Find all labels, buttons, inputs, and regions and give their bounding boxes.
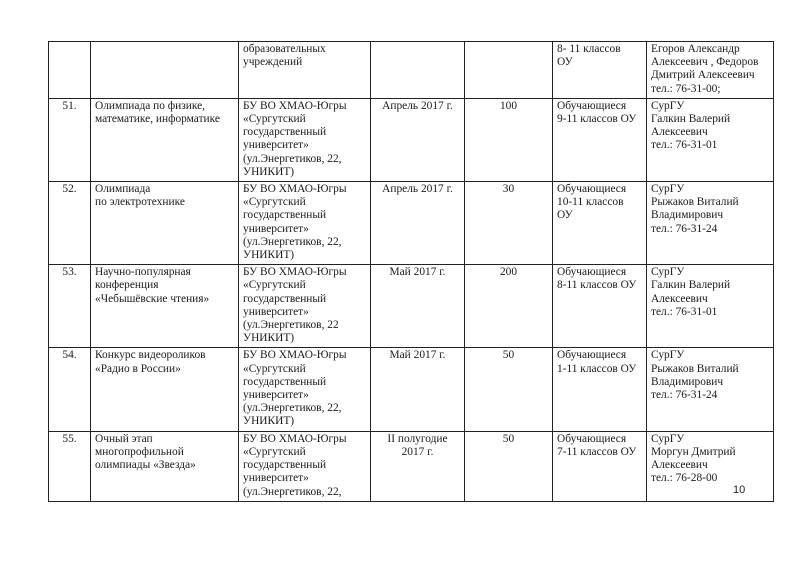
organizer-line: (ул.Энергетиков, 22,: [243, 235, 342, 248]
organizer-cell: [239, 182, 371, 265]
organizer-cell: [239, 348, 371, 431]
row-number: 55.: [62, 432, 77, 445]
participant-count-cell: [465, 98, 553, 181]
table-row: [49, 98, 774, 181]
participant-category-cell: [553, 182, 647, 265]
event-name-line: Очный этап: [95, 432, 153, 445]
responsible-contact-line: тел.: 76-31-01: [651, 139, 718, 152]
participant-count-cell: [465, 42, 553, 99]
responsible-contact-line: СурГУ: [651, 183, 685, 196]
table-row: [49, 348, 774, 431]
row-number: 52.: [62, 183, 77, 196]
responsible-contact-line: СурГУ: [651, 266, 685, 279]
participant-category-line: 10-11 классов: [557, 196, 624, 209]
organizer-line: БУ ВО ХМАО-Югры: [243, 99, 347, 112]
event-name-line: Конкурс видеороликов: [95, 349, 206, 362]
table-row: [49, 42, 774, 99]
responsible-contact-cell: [647, 182, 774, 265]
event-date-line: 2017 г.: [401, 445, 434, 458]
responsible-contact-line: Алексеевич: [651, 126, 708, 139]
event-date-line: II полугодие: [387, 432, 448, 445]
page-number: 10: [733, 484, 746, 496]
organizer-line: (ул.Энергетиков, 22,: [243, 485, 342, 498]
organizer-line: УНИКИТ): [243, 415, 295, 428]
event-name-cell: [91, 348, 239, 431]
participant-category-line: 8-11 классов ОУ: [557, 279, 637, 292]
organizer-line: государственный: [243, 126, 327, 139]
organizer-line: (ул.Энергетиков, 22: [243, 319, 339, 332]
organizer-line: (ул.Энергетиков, 22,: [243, 152, 342, 165]
responsible-contact-cell: [647, 42, 774, 99]
responsible-contact-cell: [647, 431, 774, 501]
organizer-line: государственный: [243, 292, 327, 305]
row-number-cell: [49, 42, 91, 99]
organizer-cell: [239, 265, 371, 348]
table-row: [49, 182, 774, 265]
event-name-line: Олимпиада по физике,: [95, 99, 206, 112]
responsible-contact-line: Галкин Валерий: [651, 113, 731, 126]
responsible-contact-line: Галкин Валерий: [651, 279, 731, 292]
responsible-contact-line: Рыжаков Виталий: [651, 362, 739, 375]
participant-category-line: Обучающиеся: [557, 432, 627, 445]
responsible-contact-line: СурГУ: [651, 432, 685, 445]
participant-category-line: Обучающиеся: [557, 349, 627, 362]
organizer-line: университет»: [243, 472, 309, 485]
participant-category-line: 7-11 классов ОУ: [557, 445, 637, 458]
organizer-line: государственный: [243, 209, 327, 222]
organizer-line: БУ ВО ХМАО-Югры: [243, 266, 347, 279]
responsible-contact-line: Алексеевич: [651, 459, 708, 472]
organizer-line: (ул.Энергетиков, 22,: [243, 402, 342, 415]
organizer-cell: [239, 42, 371, 99]
organizer-line: учреждений: [243, 56, 303, 69]
event-name-line: «Радио в России»: [95, 362, 181, 375]
responsible-contact-cell: [647, 98, 774, 181]
event-date-line: Апрель 2017 г.: [382, 99, 453, 112]
participant-category-line: 1-11 классов ОУ: [557, 362, 637, 375]
event-date-cell: [371, 265, 465, 348]
responsible-contact-line: Моргун Дмитрий: [651, 445, 736, 458]
organizer-line: университет»: [243, 139, 309, 152]
participant-category-line: 9-11 классов ОУ: [557, 113, 637, 126]
participant-category-cell: [553, 265, 647, 348]
organizer-line: государственный: [243, 459, 327, 472]
table-row: [49, 431, 774, 501]
participant-category-line: ОУ: [557, 56, 573, 69]
responsible-contact-line: тел.: 76-31-24: [651, 389, 718, 402]
organizer-line: «Сургутский: [243, 196, 306, 209]
event-name-line: многопрофильной: [95, 445, 184, 458]
organizer-line: «Сургутский: [243, 279, 306, 292]
participant-count: 30: [502, 183, 515, 196]
event-date-line: Май 2017 г.: [389, 266, 446, 279]
responsible-contact-line: тел.: 76-31-01: [651, 305, 718, 318]
responsible-contact-line: тел.: 76-28-00: [651, 472, 718, 485]
responsible-contact-line: Алексеевич , Федоров: [651, 56, 759, 69]
event-date-line: Апрель 2017 г.: [382, 183, 453, 196]
event-name-line: конференция: [95, 279, 159, 292]
responsible-contact-line: Егоров Александр: [651, 43, 740, 55]
participant-category-line: Обучающиеся: [557, 99, 627, 112]
row-number-cell: [49, 431, 91, 501]
row-number-cell: [49, 348, 91, 431]
participant-count-cell: [465, 265, 553, 348]
participant-count-cell: [465, 348, 553, 431]
participant-category-line: Обучающиеся: [557, 266, 627, 279]
responsible-contact-line: Дмитрий Алексеевич: [651, 69, 755, 82]
event-date-cell: [371, 42, 465, 99]
participant-count: 50: [502, 432, 515, 445]
responsible-contact-line: Владимирович: [651, 209, 724, 222]
participant-category-cell: [553, 431, 647, 501]
responsible-contact-line: Алексеевич: [651, 292, 708, 305]
participant-category-line: 8- 11 классов: [557, 43, 621, 55]
row-number: 54.: [62, 349, 77, 362]
organizer-line: «Сургутский: [243, 113, 306, 126]
responsible-contact-line: тел.: 76-31-00;: [651, 82, 721, 95]
event-name-line: Олимпиада: [95, 183, 151, 196]
participant-count: 100: [499, 99, 518, 112]
organizer-line: государственный: [243, 375, 327, 388]
row-number-cell: [49, 182, 91, 265]
organizer-cell: [239, 431, 371, 501]
responsible-contact-line: тел.: 76-31-24: [651, 222, 718, 235]
row-number: 51.: [62, 99, 77, 112]
participant-count-cell: [465, 182, 553, 265]
event-name-line: математике, информатике: [95, 113, 220, 126]
event-name-cell: [91, 265, 239, 348]
participant-count: 50: [502, 349, 515, 362]
event-name-line: по электротехнике: [95, 196, 185, 209]
organizer-line: университет»: [243, 389, 309, 402]
organizer-line: «Сургутский: [243, 362, 306, 375]
event-name-line: Научно-популярная: [95, 266, 191, 279]
organizer-line: БУ ВО ХМАО-Югры: [243, 349, 347, 362]
event-date-cell: [371, 98, 465, 181]
participant-category-line: ОУ: [557, 209, 573, 222]
event-date-cell: [371, 431, 465, 501]
event-name-line: «Чебышёвские чтения»: [95, 292, 210, 305]
participant-category-cell: [553, 42, 647, 99]
responsible-contact-line: Владимирович: [651, 375, 724, 388]
event-date-cell: [371, 182, 465, 265]
row-number-cell: [49, 98, 91, 181]
organizer-line: «Сургутский: [243, 445, 306, 458]
organizer-line: УНИКИТ): [243, 165, 295, 178]
event-name-line: олимпиады «Звезда»: [95, 459, 196, 472]
organizer-line: УНИКИТ): [243, 332, 295, 345]
events-table: [48, 41, 774, 502]
event-name-cell: [91, 98, 239, 181]
row-number-cell: [49, 265, 91, 348]
participant-category-cell: [553, 348, 647, 431]
row-number: 53.: [62, 266, 77, 279]
responsible-contact-line: СурГУ: [651, 349, 685, 362]
participant-category-line: Обучающиеся: [557, 183, 627, 196]
event-date-line: Май 2017 г.: [389, 349, 446, 362]
organizer-line: БУ ВО ХМАО-Югры: [243, 432, 347, 445]
event-name-cell: [91, 431, 239, 501]
participant-count-cell: [465, 431, 553, 501]
organizer-line: БУ ВО ХМАО-Югры: [243, 183, 347, 196]
organizer-line: университет»: [243, 222, 309, 235]
organizer-line: университет»: [243, 305, 309, 318]
responsible-contact-cell: [647, 265, 774, 348]
participant-category-cell: [553, 98, 647, 181]
organizer-cell: [239, 98, 371, 181]
responsible-contact-line: СурГУ: [651, 99, 685, 112]
event-name-cell: [91, 42, 239, 99]
event-name-cell: [91, 182, 239, 265]
organizer-line: образовательных: [243, 43, 326, 55]
event-date-cell: [371, 348, 465, 431]
organizer-line: УНИКИТ): [243, 249, 295, 262]
participant-count: 200: [499, 266, 518, 279]
responsible-contact-line: Рыжаков Виталий: [651, 196, 739, 209]
table-row: [49, 265, 774, 348]
responsible-contact-cell: [647, 348, 774, 431]
